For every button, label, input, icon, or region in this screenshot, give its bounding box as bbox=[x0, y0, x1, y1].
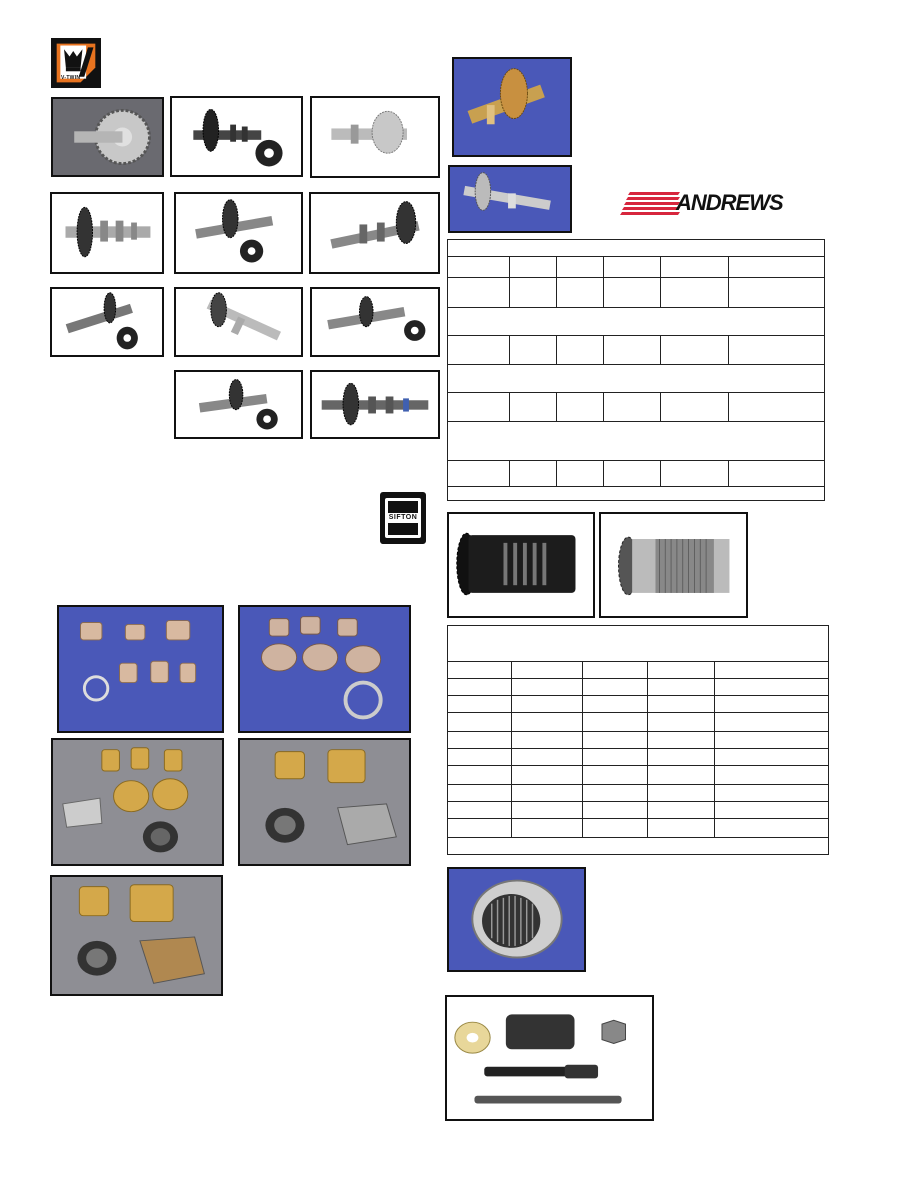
table-cell bbox=[512, 819, 583, 837]
table-footer-cell bbox=[448, 837, 829, 854]
vtwin-logo-text: V-TWIN bbox=[61, 75, 81, 81]
table-cell bbox=[648, 749, 715, 766]
table-section-row bbox=[448, 422, 825, 461]
table-footer-cell bbox=[448, 487, 825, 501]
table-cell bbox=[715, 784, 829, 801]
table-row bbox=[448, 336, 825, 365]
table-cell bbox=[661, 461, 729, 487]
table-cell bbox=[729, 461, 825, 487]
table-cell bbox=[604, 461, 661, 487]
table-cell bbox=[661, 278, 729, 308]
table-cell bbox=[510, 461, 557, 487]
bushing-photo-2 bbox=[238, 605, 411, 733]
table-cell bbox=[715, 819, 829, 837]
bushing-photo-4 bbox=[238, 738, 411, 866]
cam-photo-blue bbox=[448, 165, 572, 233]
table-row bbox=[448, 461, 825, 487]
bushing-spec-grid bbox=[447, 625, 829, 855]
table-cell bbox=[715, 713, 829, 731]
table-cell bbox=[448, 819, 512, 837]
table-cell bbox=[512, 766, 583, 784]
table-cell bbox=[583, 819, 648, 837]
table-cell bbox=[604, 336, 661, 365]
cam-photo-6 bbox=[309, 192, 440, 274]
table-cell bbox=[583, 766, 648, 784]
cam-photo-4 bbox=[50, 192, 164, 274]
table-cell bbox=[715, 802, 829, 819]
table-cell bbox=[715, 661, 829, 678]
table-cell bbox=[648, 731, 715, 748]
table-row bbox=[448, 819, 829, 837]
table-cell bbox=[583, 731, 648, 748]
table-cell bbox=[648, 819, 715, 837]
cam-spec-grid bbox=[447, 239, 825, 501]
cam-photo-8 bbox=[174, 287, 303, 357]
cam-photo-9 bbox=[310, 287, 440, 357]
table-cell bbox=[448, 278, 510, 308]
table-row bbox=[448, 678, 829, 695]
table-cell bbox=[557, 461, 604, 487]
table-section-row bbox=[448, 365, 825, 393]
reamer-photo-silver bbox=[599, 512, 748, 618]
table-row bbox=[448, 661, 829, 678]
table-cell bbox=[715, 749, 829, 766]
cam-spec-table bbox=[447, 239, 825, 501]
table-cell bbox=[448, 731, 512, 748]
table-title-row bbox=[448, 240, 825, 257]
table-cell bbox=[604, 278, 661, 308]
table-cell bbox=[661, 393, 729, 422]
vtwin-logo bbox=[51, 38, 101, 88]
table-cell bbox=[648, 678, 715, 695]
andrews-stripes-icon bbox=[620, 190, 680, 218]
table-cell bbox=[648, 661, 715, 678]
table-cell bbox=[448, 393, 510, 422]
table-cell bbox=[715, 678, 829, 695]
table-footer-row bbox=[448, 487, 825, 501]
table-cell bbox=[448, 257, 510, 278]
table-cell bbox=[512, 696, 583, 713]
table-cell bbox=[729, 336, 825, 365]
table-cell bbox=[512, 713, 583, 731]
cam-photo-gold bbox=[452, 57, 572, 157]
table-section-row bbox=[448, 308, 825, 336]
table-section-cell bbox=[448, 308, 825, 336]
table-row bbox=[448, 713, 829, 731]
table-cell bbox=[448, 766, 512, 784]
table-cell bbox=[648, 713, 715, 731]
table-cell bbox=[557, 257, 604, 278]
table-row bbox=[448, 393, 825, 422]
table-cell bbox=[648, 696, 715, 713]
cam-photo-11 bbox=[310, 370, 440, 439]
table-cell bbox=[661, 336, 729, 365]
table-row bbox=[448, 278, 825, 308]
table-cell bbox=[510, 393, 557, 422]
table-row bbox=[448, 749, 829, 766]
table-cell bbox=[583, 696, 648, 713]
table-cell bbox=[648, 784, 715, 801]
bushing-photo-5 bbox=[50, 875, 223, 996]
table-cell bbox=[715, 766, 829, 784]
sifton-logo bbox=[380, 492, 426, 544]
table-cell bbox=[510, 336, 557, 365]
reamer-photo-black bbox=[447, 512, 595, 618]
table-cell bbox=[583, 713, 648, 731]
table-cell bbox=[512, 802, 583, 819]
table-row bbox=[448, 802, 829, 819]
table-row bbox=[448, 731, 829, 748]
table-cell bbox=[512, 661, 583, 678]
table-cell bbox=[448, 336, 510, 365]
cam-photo-10 bbox=[174, 370, 303, 439]
table-cell bbox=[583, 802, 648, 819]
table-cell bbox=[512, 749, 583, 766]
table-cell bbox=[510, 257, 557, 278]
table-cell bbox=[448, 784, 512, 801]
table-cell bbox=[604, 393, 661, 422]
cam-photo-5 bbox=[174, 192, 303, 274]
andrews-wordmark: ANDREWS bbox=[676, 190, 783, 215]
table-cell bbox=[512, 731, 583, 748]
cam-photo-7 bbox=[50, 287, 164, 357]
cam-photo-2 bbox=[170, 96, 303, 177]
table-cell bbox=[583, 661, 648, 678]
table-cell bbox=[557, 336, 604, 365]
bushing-table-title bbox=[448, 626, 829, 662]
table-cell bbox=[715, 731, 829, 748]
table-cell bbox=[557, 393, 604, 422]
table-cell bbox=[448, 661, 512, 678]
table-row bbox=[448, 696, 829, 713]
bushing-spec-table bbox=[447, 625, 829, 855]
table-cell bbox=[512, 784, 583, 801]
table-cell bbox=[512, 678, 583, 695]
table-cell bbox=[448, 678, 512, 695]
table-cell bbox=[510, 278, 557, 308]
installer-tool-photo bbox=[445, 995, 654, 1121]
cam-photo-3 bbox=[310, 96, 440, 178]
cam-table-title bbox=[448, 240, 825, 257]
table-cell bbox=[648, 766, 715, 784]
sifton-logo-text: SIFTON bbox=[386, 513, 420, 523]
table-cell bbox=[448, 696, 512, 713]
table-cell bbox=[715, 696, 829, 713]
table-cell bbox=[661, 257, 729, 278]
table-cell bbox=[583, 749, 648, 766]
bushing-photo-3 bbox=[51, 738, 224, 866]
cam-photo-1 bbox=[51, 97, 164, 177]
table-section-cell bbox=[448, 365, 825, 393]
table-header-row bbox=[448, 257, 825, 278]
table-cell bbox=[448, 749, 512, 766]
table-cell bbox=[448, 802, 512, 819]
table-cell bbox=[648, 802, 715, 819]
table-cell bbox=[448, 713, 512, 731]
table-row bbox=[448, 766, 829, 784]
table-footer-row bbox=[448, 837, 829, 854]
table-cell bbox=[729, 278, 825, 308]
table-cell bbox=[583, 784, 648, 801]
table-cell bbox=[729, 257, 825, 278]
andrews-logo bbox=[620, 190, 795, 218]
table-cell bbox=[583, 678, 648, 695]
needle-bearing-photo bbox=[447, 867, 586, 972]
table-section-cell bbox=[448, 422, 825, 461]
table-cell bbox=[448, 461, 510, 487]
table-title-row bbox=[448, 626, 829, 662]
bushing-photo-1 bbox=[57, 605, 224, 733]
table-cell bbox=[604, 257, 661, 278]
table-cell bbox=[729, 393, 825, 422]
table-row bbox=[448, 784, 829, 801]
table-cell bbox=[557, 278, 604, 308]
